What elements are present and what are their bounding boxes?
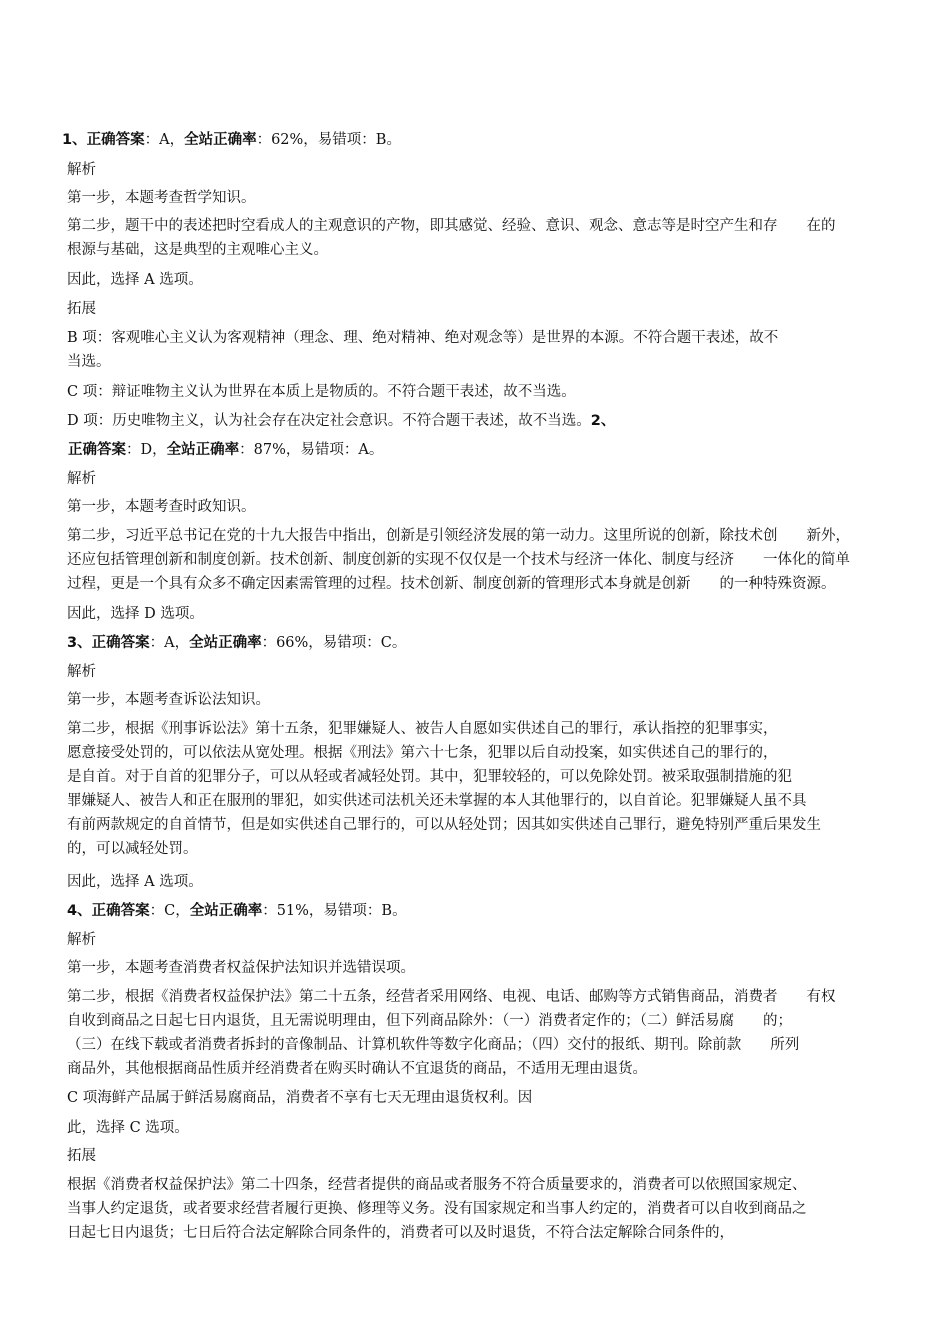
q1-analysis-label: 解析 (67, 162, 96, 178)
q1-extend-label: 拓展 (67, 301, 96, 317)
q2-analysis-label: 解析 (67, 471, 96, 487)
q3-answer: ：A， (149, 635, 190, 651)
q2-answer-label: 正确答案 (68, 442, 126, 458)
q1-item-d: D 项：历史唯物主义，认为社会存在决定社会意识。不符合题干表述，故不当选。2、 (67, 413, 616, 429)
q2-step1: 第一步，本题考查时政知识。 (67, 499, 256, 515)
q1-item-b: B 项：客观唯心主义认为客观精神（理念、理、绝对精神、绝对观念等）是世界的本源。不符合题干表述，故不 当选。 (67, 330, 779, 370)
q4-rate-label: 全站正确率 (189, 903, 263, 919)
q4-extend: 根据《消费者权益保护法》第二十四条，经营者提供的商品或者服务不符合质量要求的，消费者可以依照国家规定、 当事人约定退货，或者要求经营者履行更换、修理等义务。没有国家规定和当事人约定的，消费者可以自收到商品之 日起七日内退货；七日后符合法定解除合同条件的，消费者可以及时退货，不符合法定解除合同条件的， (67, 1177, 807, 1241)
q4-header (67, 901, 407, 921)
q4-extend-label: 拓展 (67, 1148, 96, 1164)
q2-step2: 第二步，习近平总书记在党的十九大报告中指出，创新是引领经济发展的第一动力。这里所说的创新，除技术创 新外， 还应包括管理创新和制度创新。技术创新、制度创新的实现不仅仅是一个技术与经济一体化、制度与经济 一体化的简单 过程，更是一个具有众多不确定因素需管理的过程。技术创新、制度创新的管理形式本身就是创新 的一种特殊资源。 (67, 528, 850, 592)
q1-answer-label: 正确答案 (86, 132, 145, 148)
q4-rate: ：51%，易错项：B。 (262, 903, 407, 919)
q2-header (68, 440, 383, 460)
q1-answer: ：A， (144, 132, 185, 148)
q2-conclusion: 因此，选择 D 选项。 (67, 606, 204, 622)
q2-number: 2、 (590, 413, 616, 429)
q1-rate-label: 全站正确率 (184, 132, 257, 148)
q3-answer-label: 正确答案 (91, 635, 150, 651)
q1-item-c: C 项：辩证唯物主义认为世界在本质上是物质的。不符合题干表述，故不当选。 (67, 384, 576, 400)
q4-c-note: C 项海鲜产品属于鲜活易腐商品，消费者不享有七天无理由退货权利。因 (67, 1090, 533, 1106)
q4-answer-label: 正确答案 (91, 903, 150, 919)
q3-header (67, 633, 406, 653)
q4-number: 4、 (67, 903, 92, 919)
q4-step2: 第二步，根据《消费者权益保护法》第二十五条，经营者采用网络、电视、电话、邮购等方式销售商品，消费者 有权 自收到商品之日起七日内退货，且无需说明理由，但下列商品除外：（一）消费者定作的；（二）鲜活易腐 的； （三）在线下载或者消费者拆封的音像制品、计算机软件等数字化商品；（四）交付的报纸、期刊。除前款 所列 商品外，其他根据商品性质并经消费者在购买时确认不宜退货的商品，不适用无理由退货。 (67, 989, 836, 1077)
q4-answer: ：C， (149, 903, 190, 919)
q4-conclusion: 此，选择 C 选项。 (67, 1120, 189, 1136)
q1-step2: 第二步，题干中的表述把时空看成人的主观意识的产物，即其感觉、经验、意识、观念、意志等是时空产生和存 在的 根源与基础，这是典型的主观唯心主义。 (67, 218, 836, 258)
q3-conclusion: 因此，选择 A 选项。 (67, 874, 203, 890)
q3-number: 3、 (67, 635, 92, 651)
q1-number: 1、 (62, 132, 87, 148)
q2-rate-label: 全站正确率 (166, 442, 240, 458)
q3-rate-label: 全站正确率 (189, 635, 262, 651)
q3-step2: 第二步，根据《刑事诉讼法》第十五条，犯罪嫌疑人、被告人自愿如实供述自己的罪行，承认指控的犯罪事实， 愿意接受处罚的，可以依法从宽处理。根据《刑法》第六十七条，犯罪以后自动投案，如实供述自己的罪行的， 是自首。对于自首的犯罪分子，可以从轻或者减轻处罚。其中，犯罪较轻的，可以免除处罚。被采取强制措施的犯 罪嫌疑人、被告人和正在服刑的罪犯，如实供述司法机关还未掌握的本人其他罪行的，以自首论。犯罪嫌疑人虽不具 有前两款规定的自首情节，但是如实供述自己罪行的，可以从轻处罚；因其如实供述自己罪行，避免特别严重后果发生 的，可以减轻处罚。 (67, 721, 821, 857)
q3-analysis-label: 解析 (67, 664, 96, 680)
q1-rate: ：62%，易错项：B。 (256, 132, 401, 148)
q1-conclusion: 因此，选择 A 选项。 (67, 272, 203, 288)
q2-answer: ：D， (126, 442, 167, 458)
q3-rate: ：66%，易错项：C。 (261, 635, 407, 651)
q4-analysis-label: 解析 (67, 932, 96, 948)
q4-step1: 第一步，本题考查消费者权益保护法知识并选错误项。 (67, 960, 415, 976)
q2-rate: ：87%，易错项：A。 (239, 442, 384, 458)
q1-header (62, 130, 401, 150)
q3-step1: 第一步，本题考查诉讼法知识。 (67, 692, 270, 708)
q1-step1: 第一步，本题考查哲学知识。 (67, 190, 256, 206)
